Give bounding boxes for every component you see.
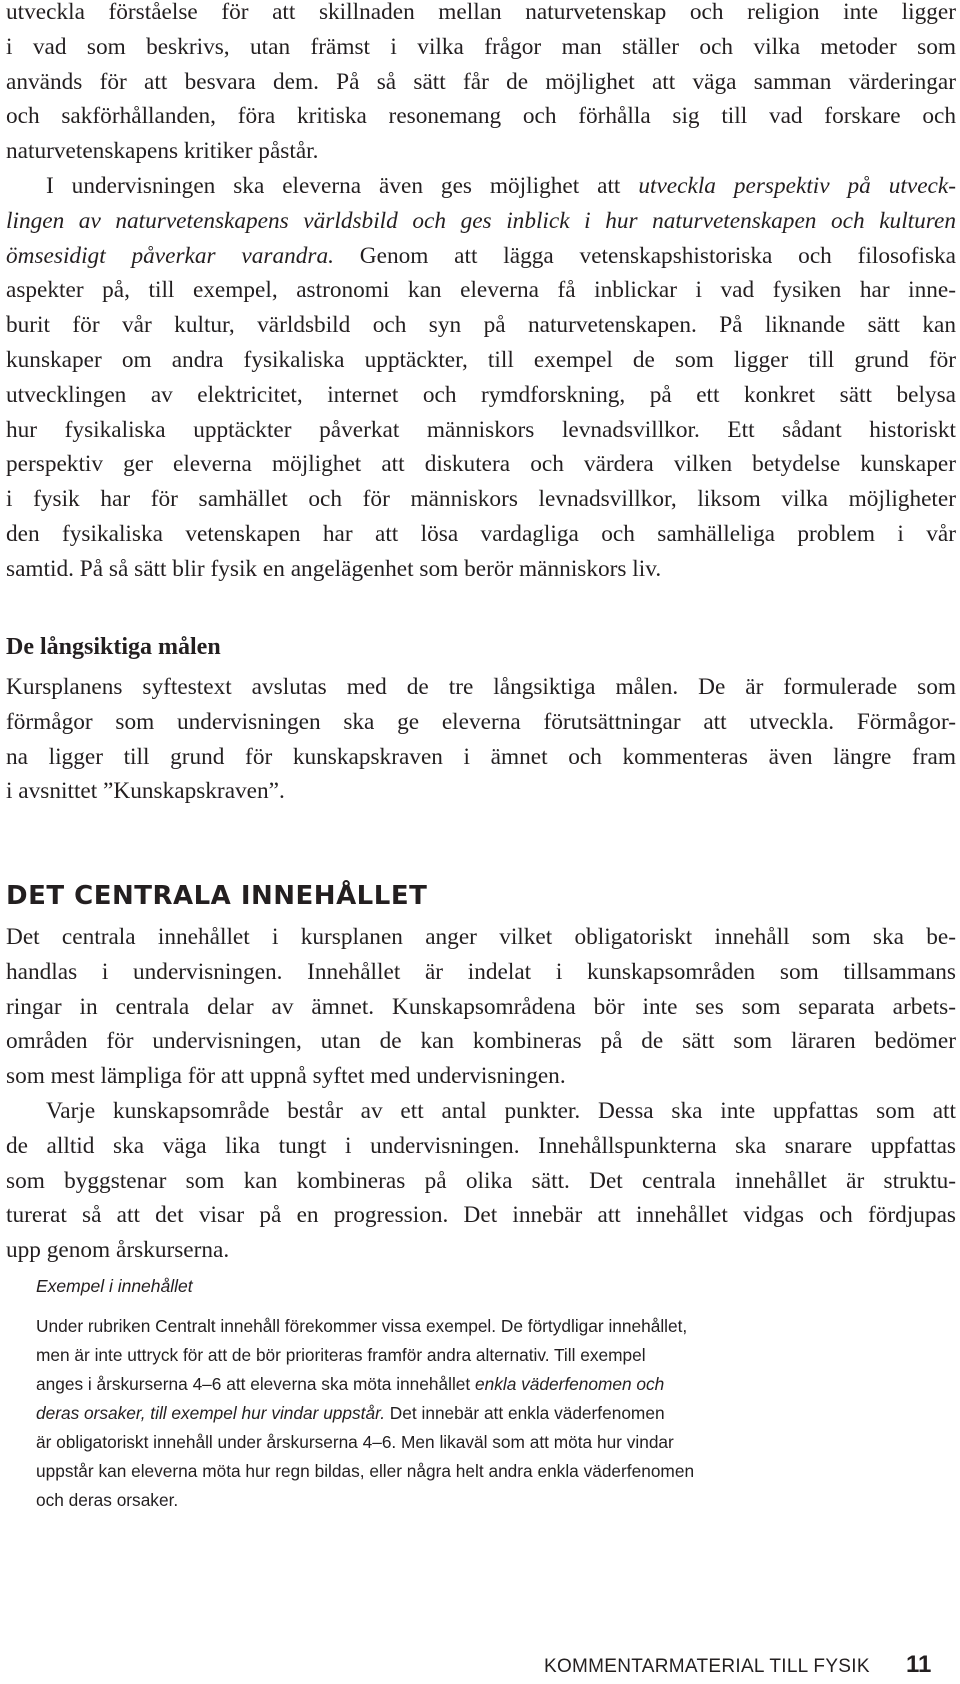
text-line: perspektiv ger eleverna möjlighet att diskutera och värdera vilken betydelse kunskaper bbox=[6, 451, 956, 478]
text-line: na ligger till grund för kunskapskraven i ämnet och kommenteras även längre fram bbox=[6, 743, 956, 770]
italic-text-run: utveckla perspektiv på utveck- bbox=[638, 172, 956, 199]
text-line: och deras orsaker. bbox=[36, 1490, 179, 1510]
text-run: anges i årskurserna 4–6 att eleverna ska möta innehållet bbox=[36, 1374, 476, 1394]
text-line: och sakförhållanden, föra kritiska resonemang och förhålla sig till vad forskare och bbox=[6, 103, 956, 130]
section-heading-goals: De långsiktiga målen bbox=[6, 634, 221, 660]
text-line: men är inte uttryck för att de bör prioriteras framför andra alternativ. Till exempel bbox=[36, 1345, 646, 1365]
section-heading-central-content: DET CENTRALA INNEHÅLLET bbox=[6, 881, 428, 911]
page-number: 11 bbox=[906, 1651, 932, 1678]
text-line: är obligatoriskt innehåll under årskurserna 4–6. Men likaväl som att möta hur vindar bbox=[36, 1432, 674, 1452]
text-line: i fysik har för samhället och för människors levnadsvillkor, liksom vilka möjligheter bbox=[6, 486, 956, 513]
text-line: i avsnittet ”Kunskapskraven”. bbox=[6, 778, 285, 805]
text-line: utveckla förståelse för att skillnaden mellan naturvetenskap och religion inte ligger bbox=[6, 0, 956, 25]
text-line: de alltid ska väga lika tungt i undervisningen. Innehållspunkterna ska snarare uppfattas bbox=[6, 1132, 956, 1159]
text-line: naturvetenskapens kritiker påstår. bbox=[6, 138, 319, 165]
text-line: samtid. På så sätt blir fysik en angelägenhet som berör människors liv. bbox=[6, 555, 662, 582]
paragraph-long-term-goals bbox=[6, 670, 956, 809]
italic-text-run: deras orsaker, till exempel hur vindar uppstår. bbox=[36, 1403, 385, 1423]
text-line: upp genom årskurserna. bbox=[6, 1237, 230, 1264]
italic-text-run: ömsesidigt påverkar varandra. bbox=[6, 242, 334, 269]
example-box-title: Exempel i innehållet bbox=[36, 1276, 193, 1296]
text-line bbox=[6, 169, 956, 204]
text-line: hur fysikaliska upptäckter påverkat människors levnadsvillkor. Ett sådant historiskt bbox=[6, 416, 956, 443]
text-line bbox=[36, 1370, 896, 1399]
text-line: Under rubriken Centralt innehåll förekommer vissa exempel. De förtydligar innehållet, bbox=[36, 1316, 688, 1336]
text-line bbox=[6, 204, 956, 239]
text-line: handlas i undervisningen. Innehållet är indelat i kunskapsområden som tillsammans bbox=[6, 958, 956, 985]
paragraph-religion-science bbox=[6, 0, 956, 587]
text-run: I undervisningen ska eleverna även ges möjlighet att bbox=[46, 172, 639, 199]
text-line bbox=[6, 239, 956, 274]
text-run: Det innebär att enkla väderfenomen bbox=[385, 1403, 665, 1423]
text-line: den fysikaliska vetenskapen har att lösa vardagliga och samhälleliga problem i vår bbox=[6, 520, 956, 547]
text-line: ringar in centrala delar av ämnet. Kunskapsområdena bör inte ses som separata arbets- bbox=[6, 993, 956, 1020]
example-box-body bbox=[36, 1312, 896, 1515]
text-line: Varje kunskapsområde består av ett antal punkter. Dessa ska inte uppfattas som att bbox=[46, 1097, 956, 1124]
text-line: Kursplanens syftestext avslutas med de tre långsiktiga målen. De är formulerade som bbox=[6, 674, 956, 700]
text-line: turerat så att det visar på en progression. Det innebär att innehållet vidgas och fördjupas bbox=[6, 1202, 956, 1229]
text-line: som byggstenar som kan kombineras på olika sätt. Det centrala innehållet är struktu- bbox=[6, 1167, 956, 1194]
text-line bbox=[36, 1399, 896, 1428]
text-line: som mest lämpliga för att uppnå syftet med undervisningen. bbox=[6, 1063, 566, 1090]
text-line: i vad som beskrivs, utan främst i vilka frågor man ställer och vilka metoder som bbox=[6, 33, 956, 60]
footer-label: KOMMENTARMATERIAL TILL FYSIK bbox=[544, 1656, 870, 1677]
text-line: aspekter på, till exempel, astronomi kan eleverna få inblickar i vad fysiken har inne- bbox=[6, 277, 956, 304]
text-run: Genom att lägga vetenskapshistoriska och filosofiska bbox=[333, 242, 956, 269]
paragraph-central-content bbox=[6, 920, 956, 1268]
text-line: utvecklingen av elektricitet, internet och rymdforskning, på ett konkret sätt belysa bbox=[6, 381, 956, 408]
text-line: används för att besvara dem. På så sätt får de möjlighet att väga samman värderingar bbox=[6, 68, 956, 95]
text-line: uppstår kan eleverna möta hur regn bildas, eller några helt andra enkla väderfenomen bbox=[36, 1461, 695, 1481]
text-line: Det centrala innehållet i kursplanen anger vilket obligatoriskt innehåll som ska be- bbox=[6, 924, 956, 950]
italic-text-run: enkla väderfenomen och bbox=[475, 1374, 665, 1394]
italic-text-run: lingen av naturvetenskapens världsbild och ges inblick i hur naturvetenskapen och kulturen bbox=[6, 207, 956, 234]
text-line: förmågor som undervisningen ska ge eleverna förutsättningar att utveckla. Förmågor- bbox=[6, 708, 956, 735]
text-line: kunskaper om andra fysikaliska upptäckter, till exempel de som ligger till grund för bbox=[6, 346, 956, 373]
text-line: burit för vår kultur, världsbild och syn på naturvetenskapen. På liknande sätt kan bbox=[6, 312, 956, 339]
text-line: områden för undervisningen, utan de kan kombineras på de sätt som läraren bedömer bbox=[6, 1028, 956, 1055]
